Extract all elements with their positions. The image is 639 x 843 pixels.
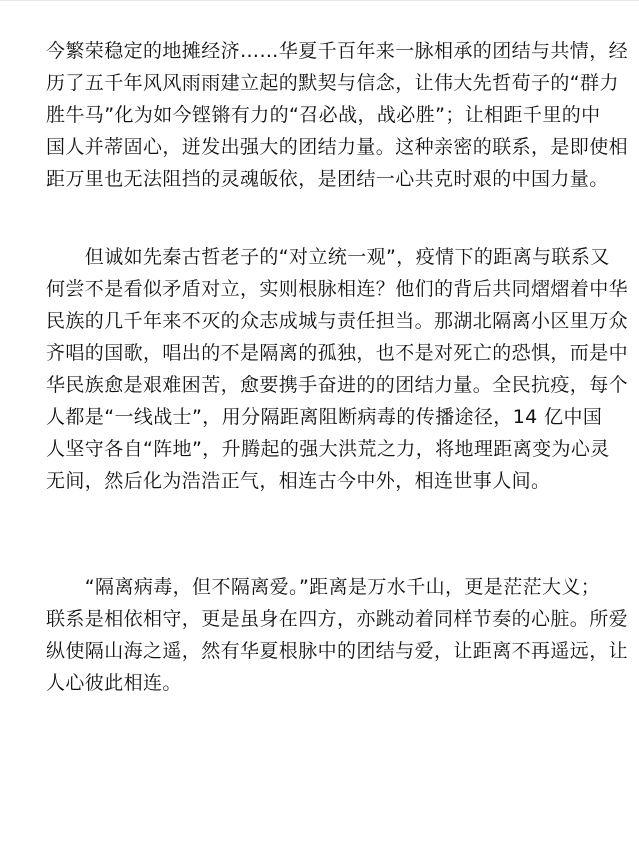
paragraph-line: 华民族愈是艰难困苦，愈要携手奋进的的团结力量。全民抗疫，每个 xyxy=(46,374,629,396)
paragraph-line: 人坚守各自“阵地”，升腾起的强大洪荒之力，将地理距离变为心灵 xyxy=(46,438,610,460)
paragraph-line: 齐唱的国歌，唱出的不是隔离的孤独，也不是对死亡的恐惧，而是中 xyxy=(46,342,629,364)
paragraph-line: “隔离病毒，但不隔离爱。”距离是万水千山，更是茫茫大义； xyxy=(46,576,601,598)
paragraph-line: 但诚如先秦古哲老子的“对立统一观”，疫情下的距离与联系又 xyxy=(46,246,610,268)
paragraph-line: 胜牛马”化为如今铿锵有力的“召必战，战必胜”；让相距千里的中 xyxy=(46,104,601,126)
paragraph-line: 民族的几千年来不灭的众志成城与责任担当。那湖北隔离小区里万众 xyxy=(46,310,629,332)
paragraph-2 xyxy=(46,241,629,497)
paragraph-line: 国人并蒂固心，迸发出强大的团结力量。这种亲密的联系，是即使相 xyxy=(46,136,629,158)
paragraph-line: 何尝不是看似矛盾对立，实则根脉相连？他们的背后共同熠熠着中华 xyxy=(46,278,629,300)
paragraph-3 xyxy=(46,571,629,699)
paragraph-line: 历了五千年风风雨雨建立起的默契与信念，让伟大先哲荀子的“群力 xyxy=(46,72,619,94)
paragraph-1 xyxy=(46,35,629,195)
paragraph-line: 无间，然后化为浩浩正气，相连古今中外，相连世事人间。 xyxy=(46,470,551,492)
paragraph-line: 联系是相依相守，更是虽身在四方，亦跳动着同样节奏的心脏。所爱 xyxy=(46,608,629,630)
paragraph-line: 人都是“一线战士”，用分隔距离阻断病毒的传播途径，14 亿中国 xyxy=(46,406,603,428)
paragraph-line: 今繁荣稳定的地摊经济……华夏千百年来一脉相承的团结与共情，经 xyxy=(46,40,629,62)
paragraph-line: 人心彼此相连。 xyxy=(46,672,182,694)
paragraph-line: 距万里也无法阻挡的灵魂皈依，是团结一心共克时艰的中国力量。 xyxy=(46,168,609,190)
paragraph-line: 纵使隔山海之遥，然有华夏根脉中的团结与爱，让距离不再遥远，让 xyxy=(46,640,629,662)
